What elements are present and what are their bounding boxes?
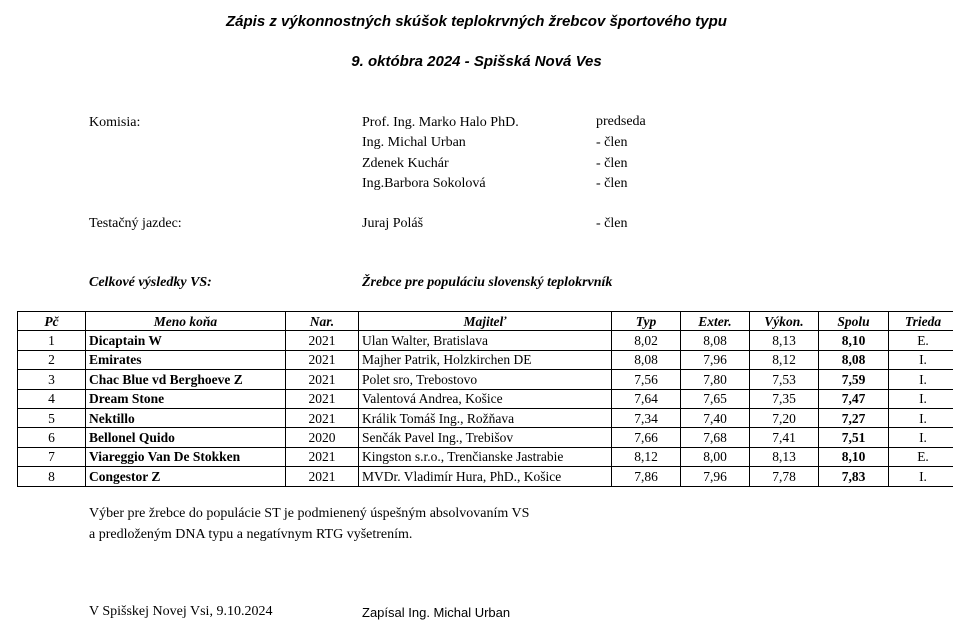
cell-total: 8,10 bbox=[819, 447, 889, 466]
commission-label: Komisia: bbox=[89, 115, 141, 130]
cell-rank: 7 bbox=[18, 447, 86, 466]
cell-performance: 8,13 bbox=[750, 331, 819, 350]
cell-exterior: 7,65 bbox=[681, 389, 750, 408]
cell-class: E. bbox=[889, 447, 953, 466]
results-table bbox=[17, 311, 953, 487]
cell-birth-year: 2020 bbox=[286, 428, 359, 447]
cell-exterior: 7,68 bbox=[681, 428, 750, 447]
commission-member-name: Ing.Barbora Sokolová bbox=[362, 176, 486, 191]
footer-recorded-by: Zapísal Ing. Michal Urban bbox=[362, 605, 511, 620]
cell-type: 7,86 bbox=[612, 467, 681, 486]
cell-class: I. bbox=[889, 389, 953, 408]
cell-class: I. bbox=[889, 408, 953, 427]
commission-member-name: Zdenek Kuchár bbox=[362, 156, 449, 171]
column-header: Spolu bbox=[819, 312, 889, 331]
cell-rank: 5 bbox=[18, 408, 86, 427]
note-line-2: a predloženým DNA typu a negatívnym RTG vyšetrením. bbox=[89, 527, 413, 542]
cell-owner: Polet sro, Trebostovo bbox=[359, 370, 612, 389]
column-header: Výkon. bbox=[750, 312, 819, 331]
rider-name: Juraj Poláš bbox=[362, 216, 424, 231]
cell-horse-name: Dream Stone bbox=[86, 389, 286, 408]
cell-exterior: 8,00 bbox=[681, 447, 750, 466]
cell-class: I. bbox=[889, 467, 953, 486]
cell-type: 8,08 bbox=[612, 350, 681, 369]
cell-owner: Kingston s.r.o., Trenčianske Jastrabie bbox=[359, 447, 612, 466]
cell-birth-year: 2021 bbox=[286, 331, 359, 350]
note-line-1: Výber pre žrebce do populácie ST je podmienený úspešným absolvovaním VS bbox=[89, 506, 530, 521]
column-header: Typ bbox=[612, 312, 681, 331]
commission-member-name: Ing. Michal Urban bbox=[362, 135, 466, 150]
cell-type: 7,34 bbox=[612, 408, 681, 427]
column-header: Exter. bbox=[681, 312, 750, 331]
table-row bbox=[18, 408, 953, 427]
cell-owner: Ulan Walter, Bratislava bbox=[359, 331, 612, 350]
column-header: Nar. bbox=[286, 312, 359, 331]
column-header: Meno koňa bbox=[86, 312, 286, 331]
commission-member-role: predseda bbox=[596, 114, 646, 129]
cell-total: 7,83 bbox=[819, 467, 889, 486]
cell-total: 8,10 bbox=[819, 331, 889, 350]
column-header: Pč bbox=[18, 312, 86, 331]
cell-performance: 7,78 bbox=[750, 467, 819, 486]
cell-performance: 7,41 bbox=[750, 428, 819, 447]
cell-horse-name: Dicaptain W bbox=[86, 331, 286, 350]
cell-type: 7,66 bbox=[612, 428, 681, 447]
cell-performance: 8,13 bbox=[750, 447, 819, 466]
cell-horse-name: Chac Blue vd Berghoeve Z bbox=[86, 370, 286, 389]
cell-birth-year: 2021 bbox=[286, 370, 359, 389]
commission-member-role: - člen bbox=[596, 156, 628, 171]
cell-class: I. bbox=[889, 350, 953, 369]
cell-exterior: 8,08 bbox=[681, 331, 750, 350]
cell-exterior: 7,96 bbox=[681, 467, 750, 486]
results-subtitle: Žrebce pre populáciu slovenský teplokrvník bbox=[362, 275, 613, 290]
cell-horse-name: Emirates bbox=[86, 350, 286, 369]
document-date-place: 9. októbra 2024 - Spišská Nová Ves bbox=[351, 53, 602, 70]
cell-total: 8,08 bbox=[819, 350, 889, 369]
cell-rank: 1 bbox=[18, 331, 86, 350]
column-header: Majiteľ bbox=[359, 312, 612, 331]
cell-total: 7,59 bbox=[819, 370, 889, 389]
rider-role: - člen bbox=[596, 216, 628, 231]
cell-owner: Senčák Pavel Ing., Trebišov bbox=[359, 428, 612, 447]
cell-performance: 7,20 bbox=[750, 408, 819, 427]
table-row bbox=[18, 331, 953, 350]
cell-total: 7,27 bbox=[819, 408, 889, 427]
cell-horse-name: Bellonel Quido bbox=[86, 428, 286, 447]
cell-owner: Králik Tomáš Ing., Rožňava bbox=[359, 408, 612, 427]
cell-horse-name: Viareggio Van De Stokken bbox=[86, 447, 286, 466]
cell-birth-year: 2021 bbox=[286, 350, 359, 369]
cell-exterior: 7,40 bbox=[681, 408, 750, 427]
cell-exterior: 7,96 bbox=[681, 350, 750, 369]
cell-birth-year: 2021 bbox=[286, 467, 359, 486]
rider-label: Testačný jazdec: bbox=[89, 216, 182, 231]
table-row bbox=[18, 350, 953, 369]
cell-owner: Valentová Andrea, Košice bbox=[359, 389, 612, 408]
cell-horse-name: Congestor Z bbox=[86, 467, 286, 486]
cell-birth-year: 2021 bbox=[286, 447, 359, 466]
cell-rank: 8 bbox=[18, 467, 86, 486]
commission-member-role: - člen bbox=[596, 176, 628, 191]
results-label: Celkové výsledky VS: bbox=[89, 275, 212, 290]
column-header: Trieda bbox=[889, 312, 953, 331]
cell-exterior: 7,80 bbox=[681, 370, 750, 389]
cell-rank: 2 bbox=[18, 350, 86, 369]
cell-performance: 8,12 bbox=[750, 350, 819, 369]
commission-member-name: Prof. Ing. Marko Halo PhD. bbox=[362, 115, 519, 130]
cell-rank: 4 bbox=[18, 389, 86, 408]
table-row bbox=[18, 467, 953, 486]
document-title: Zápis z výkonnostných skúšok teplokrvných žrebcov športového typu bbox=[226, 13, 727, 30]
cell-class: I. bbox=[889, 428, 953, 447]
cell-birth-year: 2021 bbox=[286, 408, 359, 427]
commission-member-role: - člen bbox=[596, 135, 628, 150]
cell-performance: 7,53 bbox=[750, 370, 819, 389]
table-header-row bbox=[18, 312, 953, 331]
cell-class: I. bbox=[889, 370, 953, 389]
cell-type: 7,64 bbox=[612, 389, 681, 408]
cell-type: 8,02 bbox=[612, 331, 681, 350]
cell-rank: 3 bbox=[18, 370, 86, 389]
cell-type: 8,12 bbox=[612, 447, 681, 466]
cell-birth-year: 2021 bbox=[286, 389, 359, 408]
table-row bbox=[18, 389, 953, 408]
cell-total: 7,51 bbox=[819, 428, 889, 447]
cell-total: 7,47 bbox=[819, 389, 889, 408]
cell-rank: 6 bbox=[18, 428, 86, 447]
cell-class: E. bbox=[889, 331, 953, 350]
table-row bbox=[18, 428, 953, 447]
table-row bbox=[18, 370, 953, 389]
cell-horse-name: Nektillo bbox=[86, 408, 286, 427]
table-row bbox=[18, 447, 953, 466]
cell-type: 7,56 bbox=[612, 370, 681, 389]
footer-place-date: V Spišskej Novej Vsi, 9.10.2024 bbox=[89, 604, 273, 619]
cell-owner: MVDr. Vladimír Hura, PhD., Košice bbox=[359, 467, 612, 486]
cell-performance: 7,35 bbox=[750, 389, 819, 408]
cell-owner: Majher Patrik, Holzkirchen DE bbox=[359, 350, 612, 369]
